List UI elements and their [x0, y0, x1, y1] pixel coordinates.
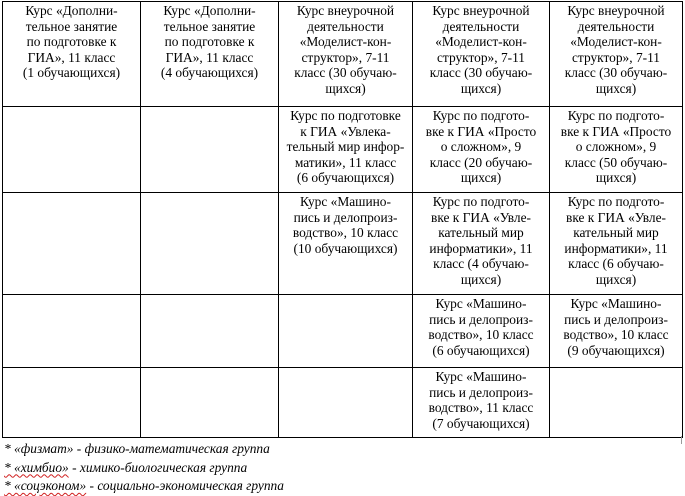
course-cell-line: Курс «Машино- — [435, 296, 527, 311]
course-cell-line: Курс «Дополни- — [163, 3, 256, 18]
course-cell-line: Курс «Дополни- — [25, 3, 118, 18]
course-cell-line: Курс «Машино- — [300, 194, 391, 209]
course-cell-line: тельное занятие — [25, 18, 118, 34]
footnote-term: * «химбио» — [4, 459, 69, 475]
course-cell-line: щихся) — [595, 170, 637, 186]
course-cell-line: по подготовке к — [26, 34, 117, 50]
course-cell-line: Курс внеурочной — [567, 3, 665, 18]
empty-cell — [279, 368, 413, 438]
empty-cell — [279, 295, 413, 368]
course-cell-line: щихся) — [325, 80, 366, 96]
course-cell-line: по подготовке к — [164, 34, 255, 50]
course-cell-line: Курс внеурочной — [296, 3, 395, 18]
footnote-term: * «физмат» — [4, 441, 74, 456]
course-cell-line: класс (6 обучаю- — [568, 256, 664, 272]
course-cell-line: деятельности — [307, 18, 384, 34]
course-cell-line: щихся) — [595, 271, 637, 287]
course-cell-line: класс (20 обучаю- — [429, 154, 533, 170]
course-cell-line: «Моделист-кон- — [435, 34, 527, 50]
table-row — [3, 368, 683, 438]
course-cell-line: Курс по подготовке — [290, 108, 401, 123]
course-cell-line: матики», 11 класс — [294, 154, 397, 170]
course-cell-line: деятельности — [577, 18, 655, 34]
course-cell-line: вке к ГИА «Увле- — [566, 209, 666, 225]
empty-cell — [141, 193, 279, 295]
course-cell-line: (7 обучающихся) — [432, 415, 530, 431]
course-cell-line: (4 обучающихся) — [160, 65, 259, 81]
footnote-term: * «соцэконом» — [4, 478, 87, 493]
course-cell-line: (9 обучающихся) — [567, 342, 665, 358]
course-cell-line: пись и делопроиз- — [429, 311, 533, 327]
course-cell-line: (6 обучающихся) — [296, 170, 395, 186]
empty-cell — [3, 368, 141, 438]
empty-cell — [141, 107, 279, 193]
course-cell — [413, 193, 550, 295]
course-cell — [413, 107, 550, 193]
course-cell-line: Курс по подгото- — [567, 194, 665, 209]
footnote-sotsekonom — [4, 477, 284, 496]
course-cell — [3, 2, 141, 107]
course-cell-line: структор», 7-11 — [571, 49, 660, 65]
course-cell-line: Курс по подгото- — [432, 108, 530, 123]
course-cell-line: Курс «Машино- — [435, 369, 527, 384]
course-cell-line: Курс внеурочной — [432, 3, 530, 18]
course-cell-line: Курс по подгото- — [567, 108, 665, 123]
course-cell-line: структор», 7-11 — [301, 49, 390, 65]
course-cell-line: класс (30 обучаю- — [294, 65, 397, 81]
course-cell-line: ГИА», 11 класс — [165, 49, 254, 65]
table-row — [3, 193, 683, 295]
course-cell-line: вке к ГИА «Просто — [425, 123, 537, 139]
course-cell — [413, 295, 550, 368]
course-cell — [279, 2, 413, 107]
footnote-fizmat — [4, 440, 284, 459]
course-cell-line: структор», 7-11 — [436, 49, 525, 65]
course-cell-line: информатики», 11 — [564, 240, 668, 256]
course-cell — [279, 193, 413, 295]
course-cell-line: вке к ГИА «Просто — [560, 123, 672, 139]
course-cell-line: (1 обучающихся) — [22, 65, 121, 81]
course-cell — [550, 295, 683, 368]
course-cell-line: щихся) — [460, 170, 502, 186]
course-cell-line: водство», 11 класс — [428, 400, 534, 416]
course-cell — [550, 107, 683, 193]
course-cell-line: класс (4 обучаю- — [433, 256, 529, 272]
course-cell-line: водство», 10 класс — [292, 225, 399, 241]
course-cell — [141, 2, 279, 107]
table-row — [3, 107, 683, 193]
course-cell-line: (10 обучающихся) — [293, 240, 398, 256]
course-cell-line: вке к ГИА «Увле- — [431, 209, 531, 225]
empty-cell — [141, 295, 279, 368]
table-row — [3, 295, 683, 368]
course-cell-line: пись и делопроиз- — [429, 384, 533, 400]
course-cell-line: класс (30 обучаю- — [564, 65, 668, 81]
footnote-definition: - химико-биологическая группа — [68, 459, 248, 475]
course-cell-line: тельное занятие — [163, 18, 256, 34]
courses-table — [2, 1, 683, 438]
footnote-definition: - физико-математическая группа — [73, 441, 270, 456]
course-cell-line: класс (30 обучаю- — [429, 65, 533, 81]
course-cell-line: водство», 10 класс — [428, 327, 534, 343]
course-cell-line: тельный мир инфор- — [286, 139, 405, 155]
footnote-definition: - социально-экономическая группа — [86, 478, 284, 493]
footnote-khimbio — [4, 459, 284, 478]
course-cell-line: Курс «Машино- — [570, 296, 662, 311]
course-cell-line: Курс по подгото- — [432, 194, 530, 209]
empty-cell — [3, 107, 141, 193]
page-edge-marker — [681, 436, 682, 444]
course-cell-line: щихся) — [460, 271, 502, 287]
course-cell-line: щихся) — [595, 80, 637, 96]
course-cell — [550, 193, 683, 295]
courses-table-body — [3, 2, 683, 438]
course-cell-line: «Моделист-кон- — [299, 34, 392, 50]
course-cell-line: кательный мир — [438, 225, 524, 241]
course-cell — [550, 2, 683, 107]
course-cell-line: щихся) — [460, 80, 502, 96]
course-cell-line: информатики», 11 — [429, 240, 533, 256]
empty-cell — [3, 295, 141, 368]
empty-cell — [3, 193, 141, 295]
course-cell — [413, 368, 550, 438]
course-cell-line: о сложном», 9 — [575, 139, 657, 155]
course-cell-line: пись и делопроиз- — [564, 311, 668, 327]
course-cell-line: пись и делопроиз- — [293, 209, 398, 225]
course-cell-line: класс (50 обучаю- — [564, 154, 668, 170]
course-cell-line: о сложном», 9 — [440, 139, 522, 155]
course-cell-line: водство», 10 класс — [563, 327, 669, 343]
empty-cell — [550, 368, 683, 438]
footnotes — [4, 440, 284, 496]
course-cell-line: ГИА», 11 класс — [27, 49, 116, 65]
course-cell-line: кательный мир — [573, 225, 659, 241]
course-cell-line: деятельности — [442, 18, 520, 34]
table-row — [3, 2, 683, 107]
course-cell-line: «Моделист-кон- — [570, 34, 662, 50]
course-cell-line: к ГИА «Увлека- — [300, 123, 391, 139]
course-cell — [279, 107, 413, 193]
empty-cell — [141, 368, 279, 438]
course-cell — [413, 2, 550, 107]
course-cell-line: (6 обучающихся) — [432, 342, 530, 358]
